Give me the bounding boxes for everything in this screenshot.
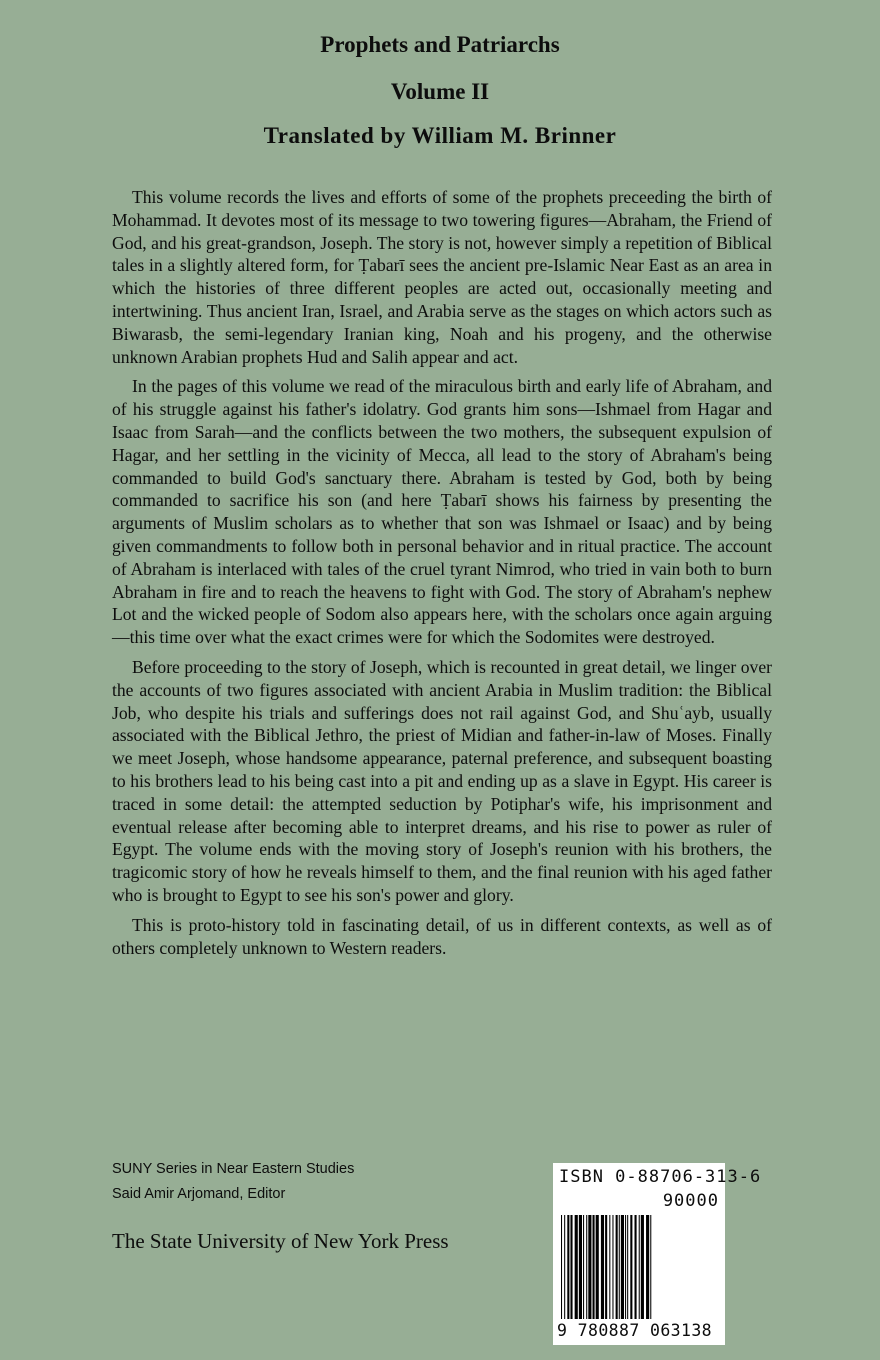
barcode-bar [583, 1215, 584, 1319]
barcode-bar [625, 1215, 626, 1319]
ean-number: 9 780887 063138 [557, 1321, 713, 1340]
book-title: Prophets and Patriarchs [320, 32, 560, 57]
publisher-name: The State University of New York Press [112, 1229, 449, 1253]
barcode-bar [630, 1215, 632, 1319]
barcode-bar [570, 1215, 572, 1319]
barcode-bar [619, 1215, 620, 1319]
translator-credit: Translated by William M. Brinner [263, 123, 617, 148]
isbn-label: ISBN 0-88706-313-6 [559, 1167, 762, 1187]
barcode-bar [612, 1215, 613, 1319]
barcode-bar [575, 1215, 578, 1319]
barcode-bar [641, 1215, 644, 1319]
series-name: SUNY Series in Near Eastern Studies [112, 1161, 355, 1177]
barcode-bar [588, 1215, 591, 1319]
barcode-bar [650, 1215, 651, 1319]
blurb-paragraph: This is proto-history told in fascinating detail, of us in different contexts, as well as of others completely unknown to Western readers. [112, 914, 772, 958]
barcode-bar [567, 1215, 569, 1319]
barcode-bar [605, 1215, 607, 1319]
series-editor: Said Amir Arjomand, Editor [112, 1186, 286, 1202]
barcode-bar [646, 1215, 649, 1319]
blurb-paragraph: This volume records the lives and efforts of some of the prophets preceeding the birth of Mohammad. It devotes most of its message to two towering figures—Abraham, the Friend of God, and his great-grandson, Joseph. The story is not, however simply a repetition of Biblical tales in a slightly altered form, for Ṭabarī sees the ancient pre-Islamic Near East as an area in which the histories of three different peoples are acted out, occasionally meeting and intertwining. Thus ancient Iran, Israel, and Arabia serve as the stages on which actors such as Biwarasb, the semi-legendary Iranian king, Noah and his progeny, and the otherwise unknown Arabian prophets Hud and Salih appear and act. [112, 187, 772, 367]
barcode-bar [609, 1215, 610, 1319]
barcode-bar [596, 1215, 599, 1319]
cover-header [0, 30, 880, 151]
barcode-bars [559, 1215, 719, 1319]
volume-label: Volume II [390, 79, 490, 104]
price-code: 90000 [662, 1191, 719, 1211]
barcode-bar [621, 1215, 624, 1319]
barcode-bar [635, 1215, 637, 1319]
blurb-paragraph: In the pages of this volume we read of the miraculous birth and early life of Abraham, and of his struggle against his father's idolatry. God grants him sons—Ishmael from Hagar and Isaac from Sarah—and the conflicts between the two mothers, the subsequent expulsion of Hagar, and her settling in the vicinity of Mecca, all lead to the story of Abraham's being commanded to build God's sanctuary there. Abraham is tested by God, both by being commanded to sacrifice his son (and here Ṭabarī shows his fairness by presenting the arguments of Muslim scholars as to whether that son was Ishmael or Isaac) and by being given commandments to follow both in personal behavior and in ritual practice. The account of Abraham is interlaced with tales of the cruel tyrant Nimrod, who tried in vain both to burn Abraham in fire and to reach the heavens to fight with God. The story of Abraham's nephew Lot and the wicked people of Sodom also appears here, with the scholars once again arguing—this time over what the exact crimes were for which the Sodomites were destroyed. [112, 376, 772, 648]
series-info [112, 1157, 354, 1207]
barcode-bar [579, 1215, 582, 1319]
barcode-bar [564, 1215, 565, 1319]
barcode-bar [639, 1215, 640, 1319]
barcode-bar [586, 1215, 587, 1319]
barcode-bar [627, 1215, 628, 1319]
blurb-paragraph: Before proceeding to the story of Joseph, which is recounted in great detail, we linger over the accounts of two figures associated with ancient Arabia in Muslim tradition: the Biblical Job, who despite his trials and sufferings does not rail against God, and Shuʿayb, usually associated with the Biblical Jethro, the priest of Midian and father-in-law of Moses. Finally we meet Joseph, whose handsome appearance, paternal preference, and subsequent boasting to his brothers lead to his being cast into a pit and ending up as a slave in Egypt. His career is traced in some detail: the attempted seduction by Potiphar's wife, his imprisonment and eventual release after becoming able to interpret dreams, and his rise to power as ruler of Egypt. The volume ends with the moving story of Joseph's reunion with his brothers, the tragicomic story of how he reveals himself to them, and the final reunion with his aged father who is brought to Egypt to see his son's power and glory. [112, 656, 772, 905]
barcode-bar [593, 1215, 595, 1319]
barcode-bar [616, 1215, 618, 1319]
isbn-barcode [553, 1163, 762, 1345]
barcode-bar [601, 1215, 604, 1319]
barcode-bar [561, 1215, 562, 1319]
blurb [112, 186, 772, 966]
